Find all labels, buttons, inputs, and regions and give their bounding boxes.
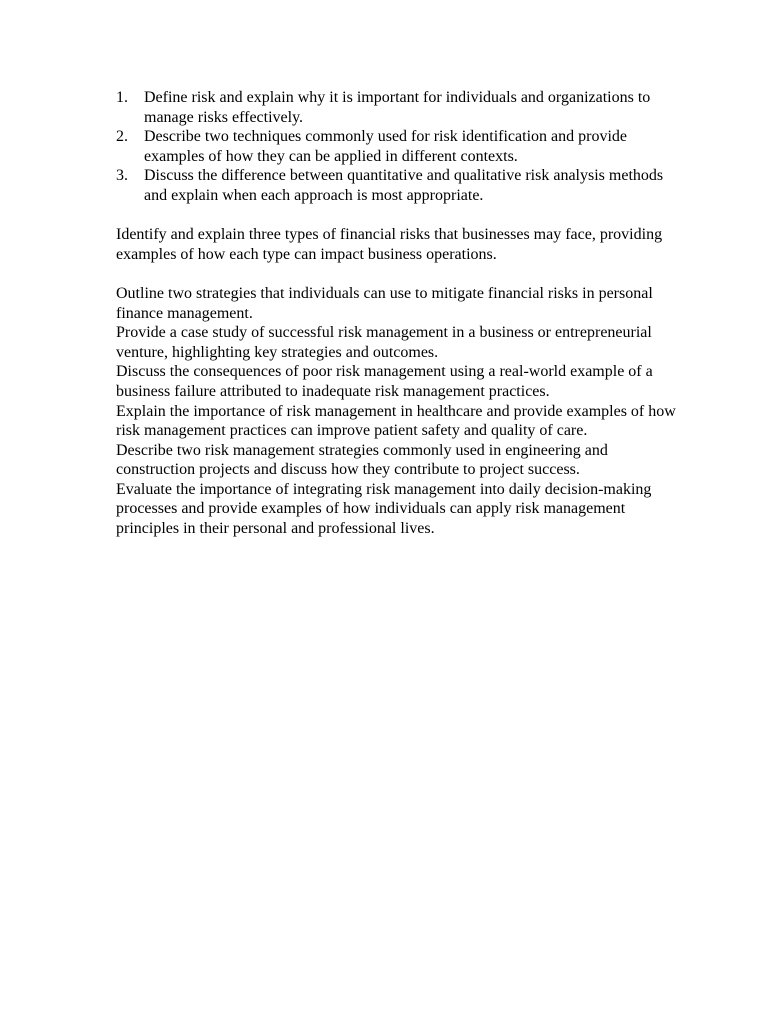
paragraph-personal-strategies: Outline two strategies that individuals can use to mitigate financial risks in personal finance management. xyxy=(116,284,653,322)
list-item-number: 3. xyxy=(116,167,128,185)
list-item-number: 1. xyxy=(116,89,128,106)
list-item-text: Describe two techniques commonly used for risk identification and provide examples of how they can be applied in different contexts. xyxy=(144,128,627,165)
paragraph-daily-decisions: Evaluate the importance of integrating risk management into daily decision-making processes and provide examples of how individuals can apply risk management principles in their personal and professional lives. xyxy=(116,480,652,538)
list-item xyxy=(116,88,676,127)
list-item-text: Define risk and explain why it is important for individuals and organizations to manage risks effectively. xyxy=(144,89,651,126)
numbered-question-list xyxy=(116,88,676,206)
list-item-text: Discuss the difference between quantitative and qualitative risk analysis methods and explain when each approach is most appropriate. xyxy=(144,167,664,204)
blank-line xyxy=(116,264,676,284)
paragraph-healthcare: Explain the importance of risk management in healthcare and provide examples of how risk management practices can improve patient safety and quality of care. xyxy=(116,402,676,440)
list-item xyxy=(116,166,676,205)
document-page xyxy=(116,88,676,539)
paragraph-case-study: Provide a case study of successful risk management in a business or entrepreneurial venture, highlighting key strategies and outcomes. xyxy=(116,324,652,361)
paragraph-financial-risks: Identify and explain three types of financial risks that businesses may face, providing examples of how each type can impact business operations. xyxy=(116,226,663,263)
blank-line xyxy=(116,206,676,226)
list-item-number: 2. xyxy=(116,128,128,146)
paragraph-engineering: Describe two risk management strategies commonly used in engineering and construction projects and discuss how they contribute to project success. xyxy=(116,441,608,479)
paragraph-poor-management: Discuss the consequences of poor risk management using a real-world example of a business failure attributed to inadequate risk management practices. xyxy=(116,363,653,400)
list-item xyxy=(116,127,676,166)
